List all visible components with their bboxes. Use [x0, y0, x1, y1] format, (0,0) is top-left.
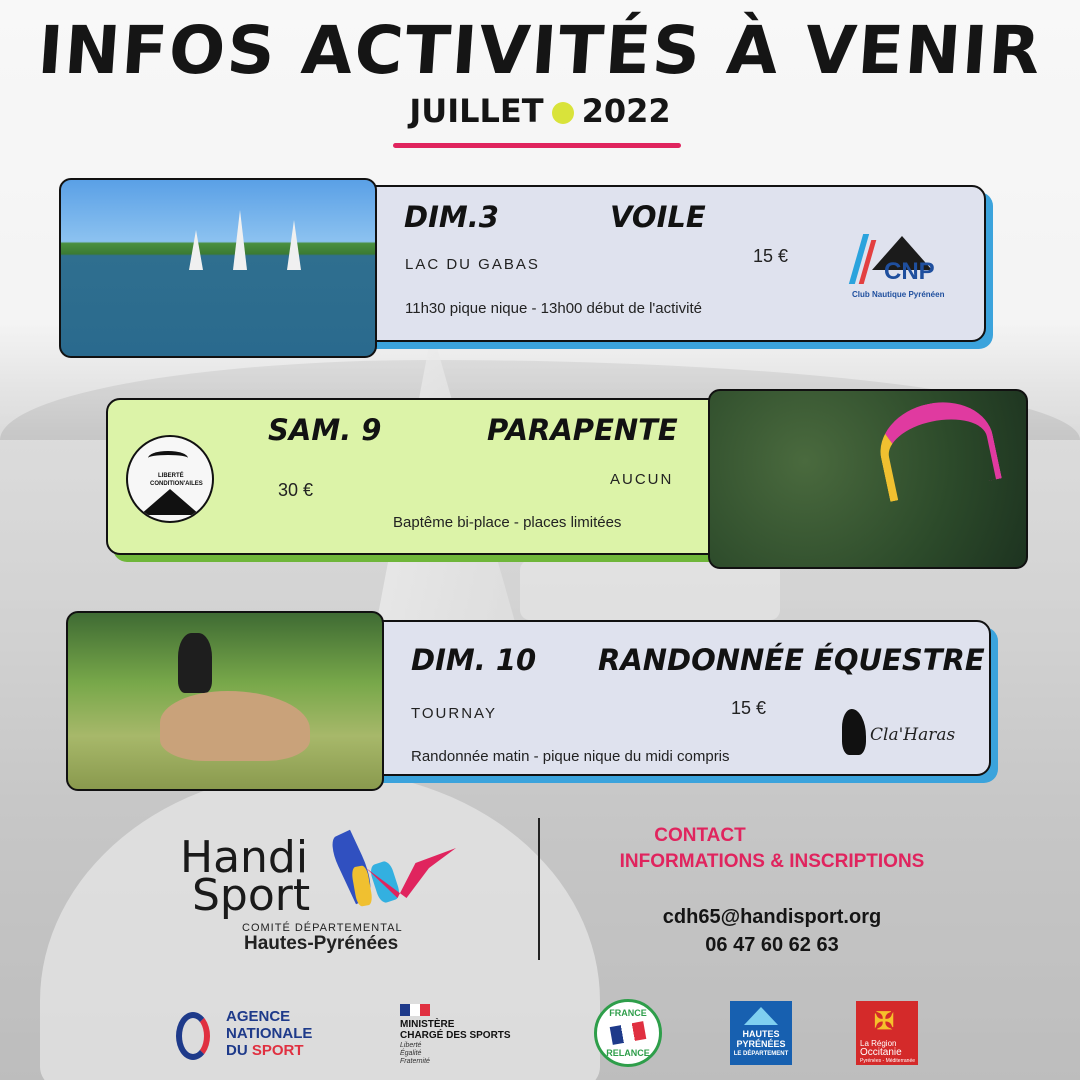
flag-icon — [610, 1021, 647, 1045]
handisport-caption: COMITÉ DÉPARTEMENTAL — [242, 922, 403, 934]
logo-line: Fraternité — [400, 1058, 430, 1065]
activity-day: DIM. 10 — [411, 643, 537, 677]
activity-info: 11h30 pique nique - 13h00 début de l'activité — [405, 300, 702, 317]
handisport-department: Hautes-Pyrénées — [244, 933, 399, 954]
dot-icon — [552, 102, 574, 124]
contact-phone[interactable]: 06 47 60 62 63 — [705, 934, 839, 956]
swoosh-icon — [368, 860, 401, 905]
logo-line: CHARGÉ DES SPORTS — [400, 1030, 511, 1041]
page-subtitle — [0, 92, 1080, 130]
horse-riding-photo — [66, 611, 384, 791]
activity-name: RANDONNÉE ÉQUESTRE — [598, 643, 985, 677]
logo-line: CONDITION'AILES — [150, 481, 203, 487]
ministere-logo — [398, 1004, 528, 1064]
logo-line: RELANCE — [606, 1048, 650, 1058]
cnp-logo-text: CNP — [884, 258, 935, 285]
contact-title: CONTACT — [654, 825, 746, 846]
activity-name: PARAPENTE — [487, 413, 678, 447]
logo-line: FRANCE — [609, 1008, 647, 1018]
activity-day: SAM. 9 — [268, 413, 382, 447]
logo-line: Pyrénées - Méditerranée — [860, 1058, 916, 1064]
logo-word: DU — [226, 1042, 252, 1059]
ans-s-icon — [176, 1012, 210, 1060]
france-relance-logo — [594, 999, 662, 1067]
paraglider-icon — [148, 451, 188, 465]
activity-price: 15 € — [753, 246, 789, 266]
logo-line: MINISTÈRE — [400, 1019, 455, 1030]
cla-haras-logo-text: Cla'Haras — [870, 725, 956, 745]
liberte-conditionailes-logo — [126, 435, 214, 523]
contact-subtitle: INFORMATIONS & INSCRIPTIONS — [619, 851, 925, 872]
activity-day: DIM.3 — [404, 200, 499, 234]
logo-line: NATIONALE — [226, 1025, 313, 1042]
activity-name: VOILE — [610, 200, 706, 234]
occitan-cross-icon: ✠ — [874, 1008, 895, 1035]
activity-price: 30 € — [278, 480, 314, 500]
contact-email[interactable]: cdh65@handisport.org — [662, 906, 882, 928]
occitanie-logo-text — [860, 1039, 915, 1066]
logo-line: LIBERTÉ — [158, 473, 184, 479]
activity-place: LAC DU GABAS — [405, 256, 540, 273]
cla-haras-logo — [838, 707, 978, 757]
ministere-logo-text — [400, 1019, 511, 1041]
horse-icon — [160, 691, 310, 761]
logo-line: LE DÉPARTEMENT — [733, 1051, 789, 1057]
hautes-pyrenees-logo-text — [730, 1029, 792, 1059]
handisport-word2: Sport — [192, 870, 311, 921]
mountain-icon — [744, 1007, 778, 1025]
occitanie-logo — [856, 1001, 918, 1065]
month-label: JUILLET — [409, 92, 544, 130]
activity-place: TOURNAY — [411, 705, 497, 722]
page-title: INFOS ACTIVITÉS À VENIR — [35, 12, 1045, 89]
sail-icon — [233, 210, 247, 270]
horse-icon — [842, 709, 866, 755]
handisport-word1: Handi — [180, 832, 309, 883]
paraglider-wing-icon — [872, 392, 1002, 502]
logo-line: HAUTES — [742, 1029, 780, 1039]
title-underline — [393, 143, 681, 148]
activity-info: Randonnée matin - pique nique du midi compris — [411, 748, 730, 765]
sail-icon — [287, 220, 301, 270]
cnp-logo — [852, 232, 952, 302]
ministere-motto — [400, 1042, 430, 1066]
logo-line: Liberté — [400, 1042, 422, 1049]
rider-icon — [178, 633, 212, 693]
handisport-logo — [180, 822, 480, 962]
sailing-photo — [59, 178, 377, 358]
logo-line: Égalité — [400, 1050, 422, 1057]
sail-icon — [189, 230, 203, 270]
activity-info: Baptême bi-place - places limitées — [393, 514, 622, 531]
cnp-logo-caption: Club Nautique Pyrénéen — [852, 290, 945, 299]
logo-line — [226, 1042, 312, 1059]
logo-line: Occitanie — [860, 1047, 902, 1058]
logo-line: PYRÉNÉES — [736, 1039, 786, 1049]
mountain-icon — [140, 489, 200, 515]
marianne-flag-icon — [400, 1004, 430, 1016]
ans-logo-text — [226, 1008, 312, 1059]
activity-place: AUCUN — [610, 471, 674, 488]
logo-line: La Région — [860, 1039, 897, 1048]
year-label: 2022 — [581, 92, 671, 130]
activity-price: 15 € — [731, 698, 767, 718]
logo-word: SPORT — [251, 1042, 304, 1059]
logo-line: AGENCE — [226, 1008, 291, 1025]
hautes-pyrenees-logo — [730, 1001, 792, 1065]
ans-logo — [176, 1006, 346, 1066]
paragliding-photo — [708, 389, 1028, 569]
